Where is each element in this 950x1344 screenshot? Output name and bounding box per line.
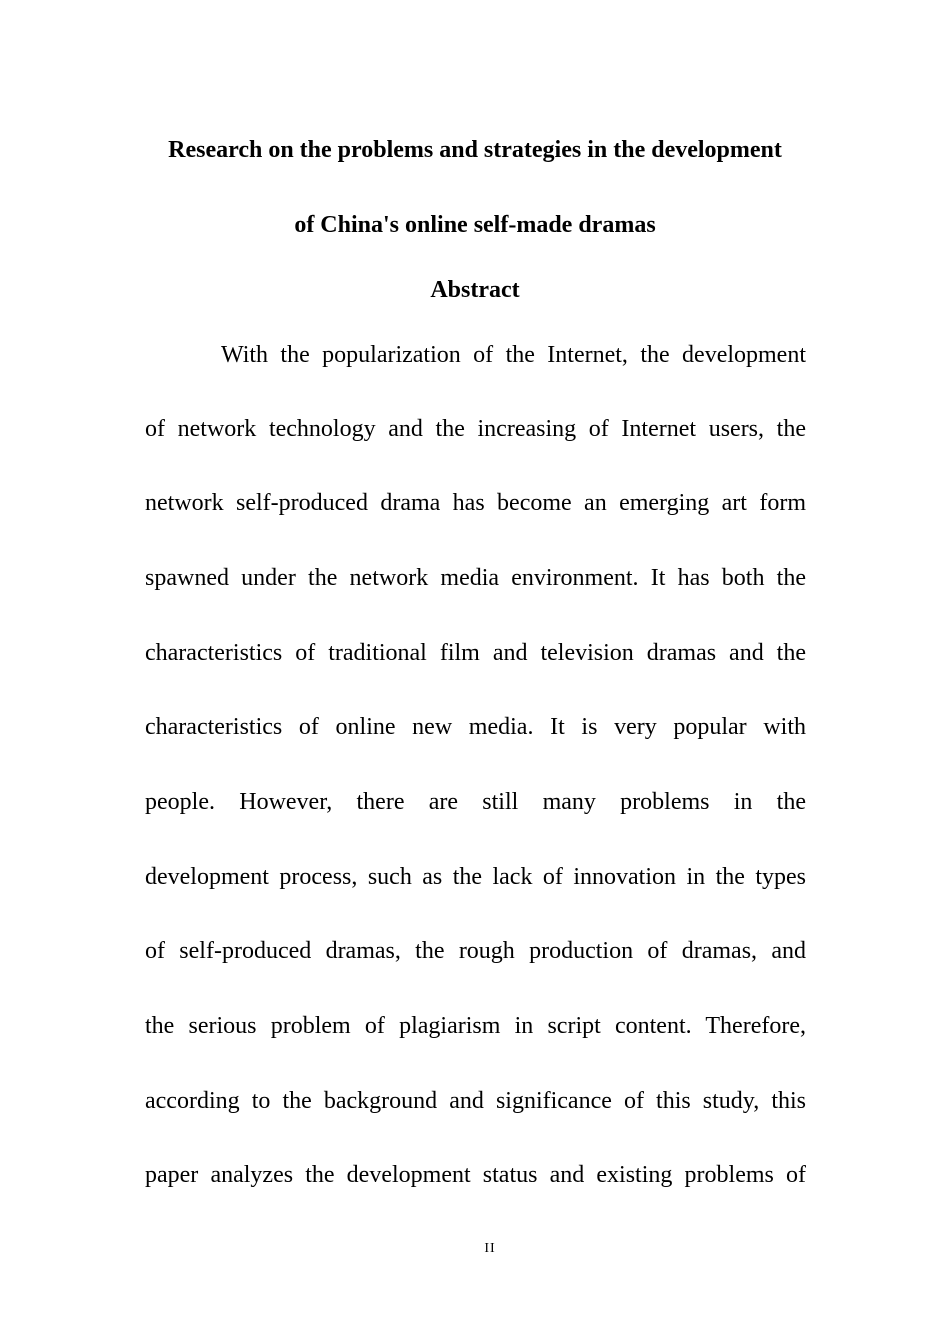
abstract-line xyxy=(145,638,806,668)
abstract-line xyxy=(145,787,806,817)
abstract-line xyxy=(221,340,806,370)
abstract-line-text: development process, such as the lack of innovation in the types xyxy=(145,864,806,890)
abstract-line xyxy=(145,488,806,518)
abstract-line-text: according to the background and significance of this study, this xyxy=(145,1088,806,1114)
abstract-line-text: the serious problem of plagiarism in script content. Therefore, xyxy=(145,1013,806,1039)
abstract-line xyxy=(145,712,806,742)
abstract-line-text: people. However, there are still many problems in the xyxy=(145,789,806,815)
abstract-line-text: paper analyzes the development status and existing problems of xyxy=(145,1162,806,1188)
abstract-line xyxy=(145,1160,806,1190)
abstract-line-text: network self-produced drama has become an emerging art form xyxy=(145,490,806,516)
abstract-line-text: With the popularization of the Internet, the development xyxy=(221,342,806,368)
page-number: II xyxy=(484,1241,496,1256)
document-title-line-1: Research on the problems and strategies in the development xyxy=(168,137,782,163)
abstract-line xyxy=(145,936,806,966)
abstract-line-text: of network technology and the increasing of Internet users, the xyxy=(145,416,806,442)
document-title-line-2: of China's online self-made dramas xyxy=(294,212,656,238)
abstract-line-text: characteristics of online new media. It is very popular with xyxy=(145,714,806,740)
abstract-line xyxy=(145,1011,806,1041)
abstract-line-text: of self-produced dramas, the rough production of dramas, and xyxy=(145,938,806,964)
abstract-line-text: spawned under the network media environment. It has both the xyxy=(145,565,806,591)
abstract-line xyxy=(145,862,806,892)
abstract-line xyxy=(145,414,806,444)
abstract-line xyxy=(145,563,806,593)
abstract-line-text: characteristics of traditional film and television dramas and the xyxy=(145,640,806,666)
section-heading-abstract: Abstract xyxy=(430,277,520,303)
abstract-line xyxy=(145,1086,806,1116)
